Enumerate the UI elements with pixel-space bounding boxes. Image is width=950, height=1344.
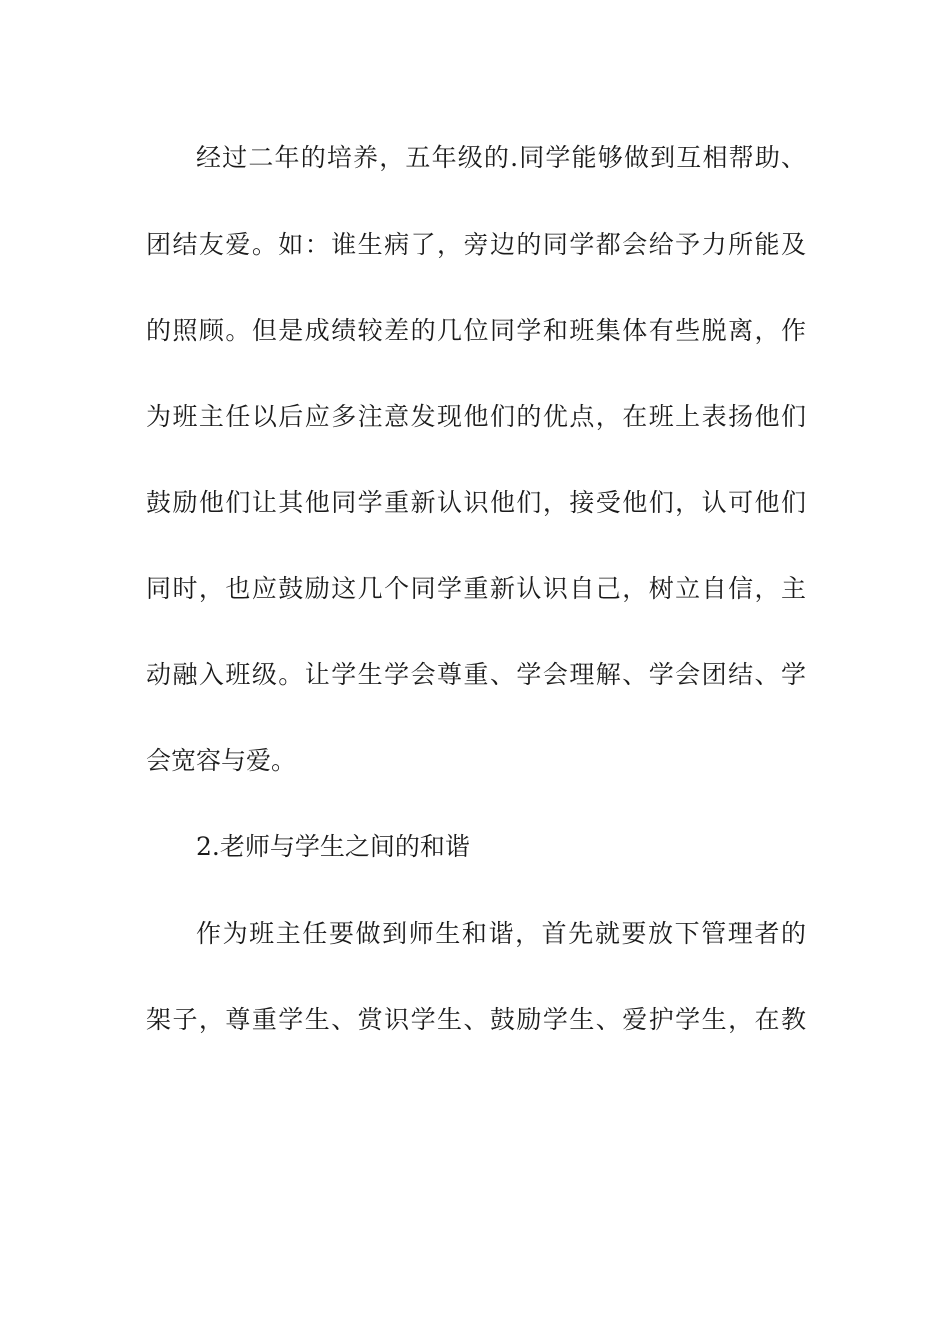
paragraph-line-1: 经过二年的培养，五年级的.同学能够做到互相帮助、 [196,143,806,172]
paragraph-line-5: 鼓励他们让其他同学重新认识他们，接受他们，认可他们 [146,488,806,517]
section-heading: 2.老师与学生之间的和谐 [196,832,470,861]
paragraph-line-4: 为班主任以后应多注意发现他们的优点，在班上表扬他们 [146,402,806,431]
paragraph-line-3: 的照顾。但是成绩较差的几位同学和班集体有些脱离，作 [146,316,806,345]
paragraph-line-10: 架子，尊重学生、赏识学生、鼓励学生、爱护学生，在教 [146,1005,806,1034]
paragraph-line-6: 同时，也应鼓励这几个同学重新认识自己，树立自信，主 [146,574,806,603]
paragraph-line-8: 会宽容与爱。 [146,746,297,775]
paragraph-line-7: 动融入班级。让学生学会尊重、学会理解、学会团结、学 [146,660,806,689]
paragraph-line-2: 团结友爱。如：谁生病了，旁边的同学都会给予力所能及 [146,230,806,259]
paragraph-line-9: 作为班主任要做到师生和谐，首先就要放下管理者的 [196,919,806,948]
